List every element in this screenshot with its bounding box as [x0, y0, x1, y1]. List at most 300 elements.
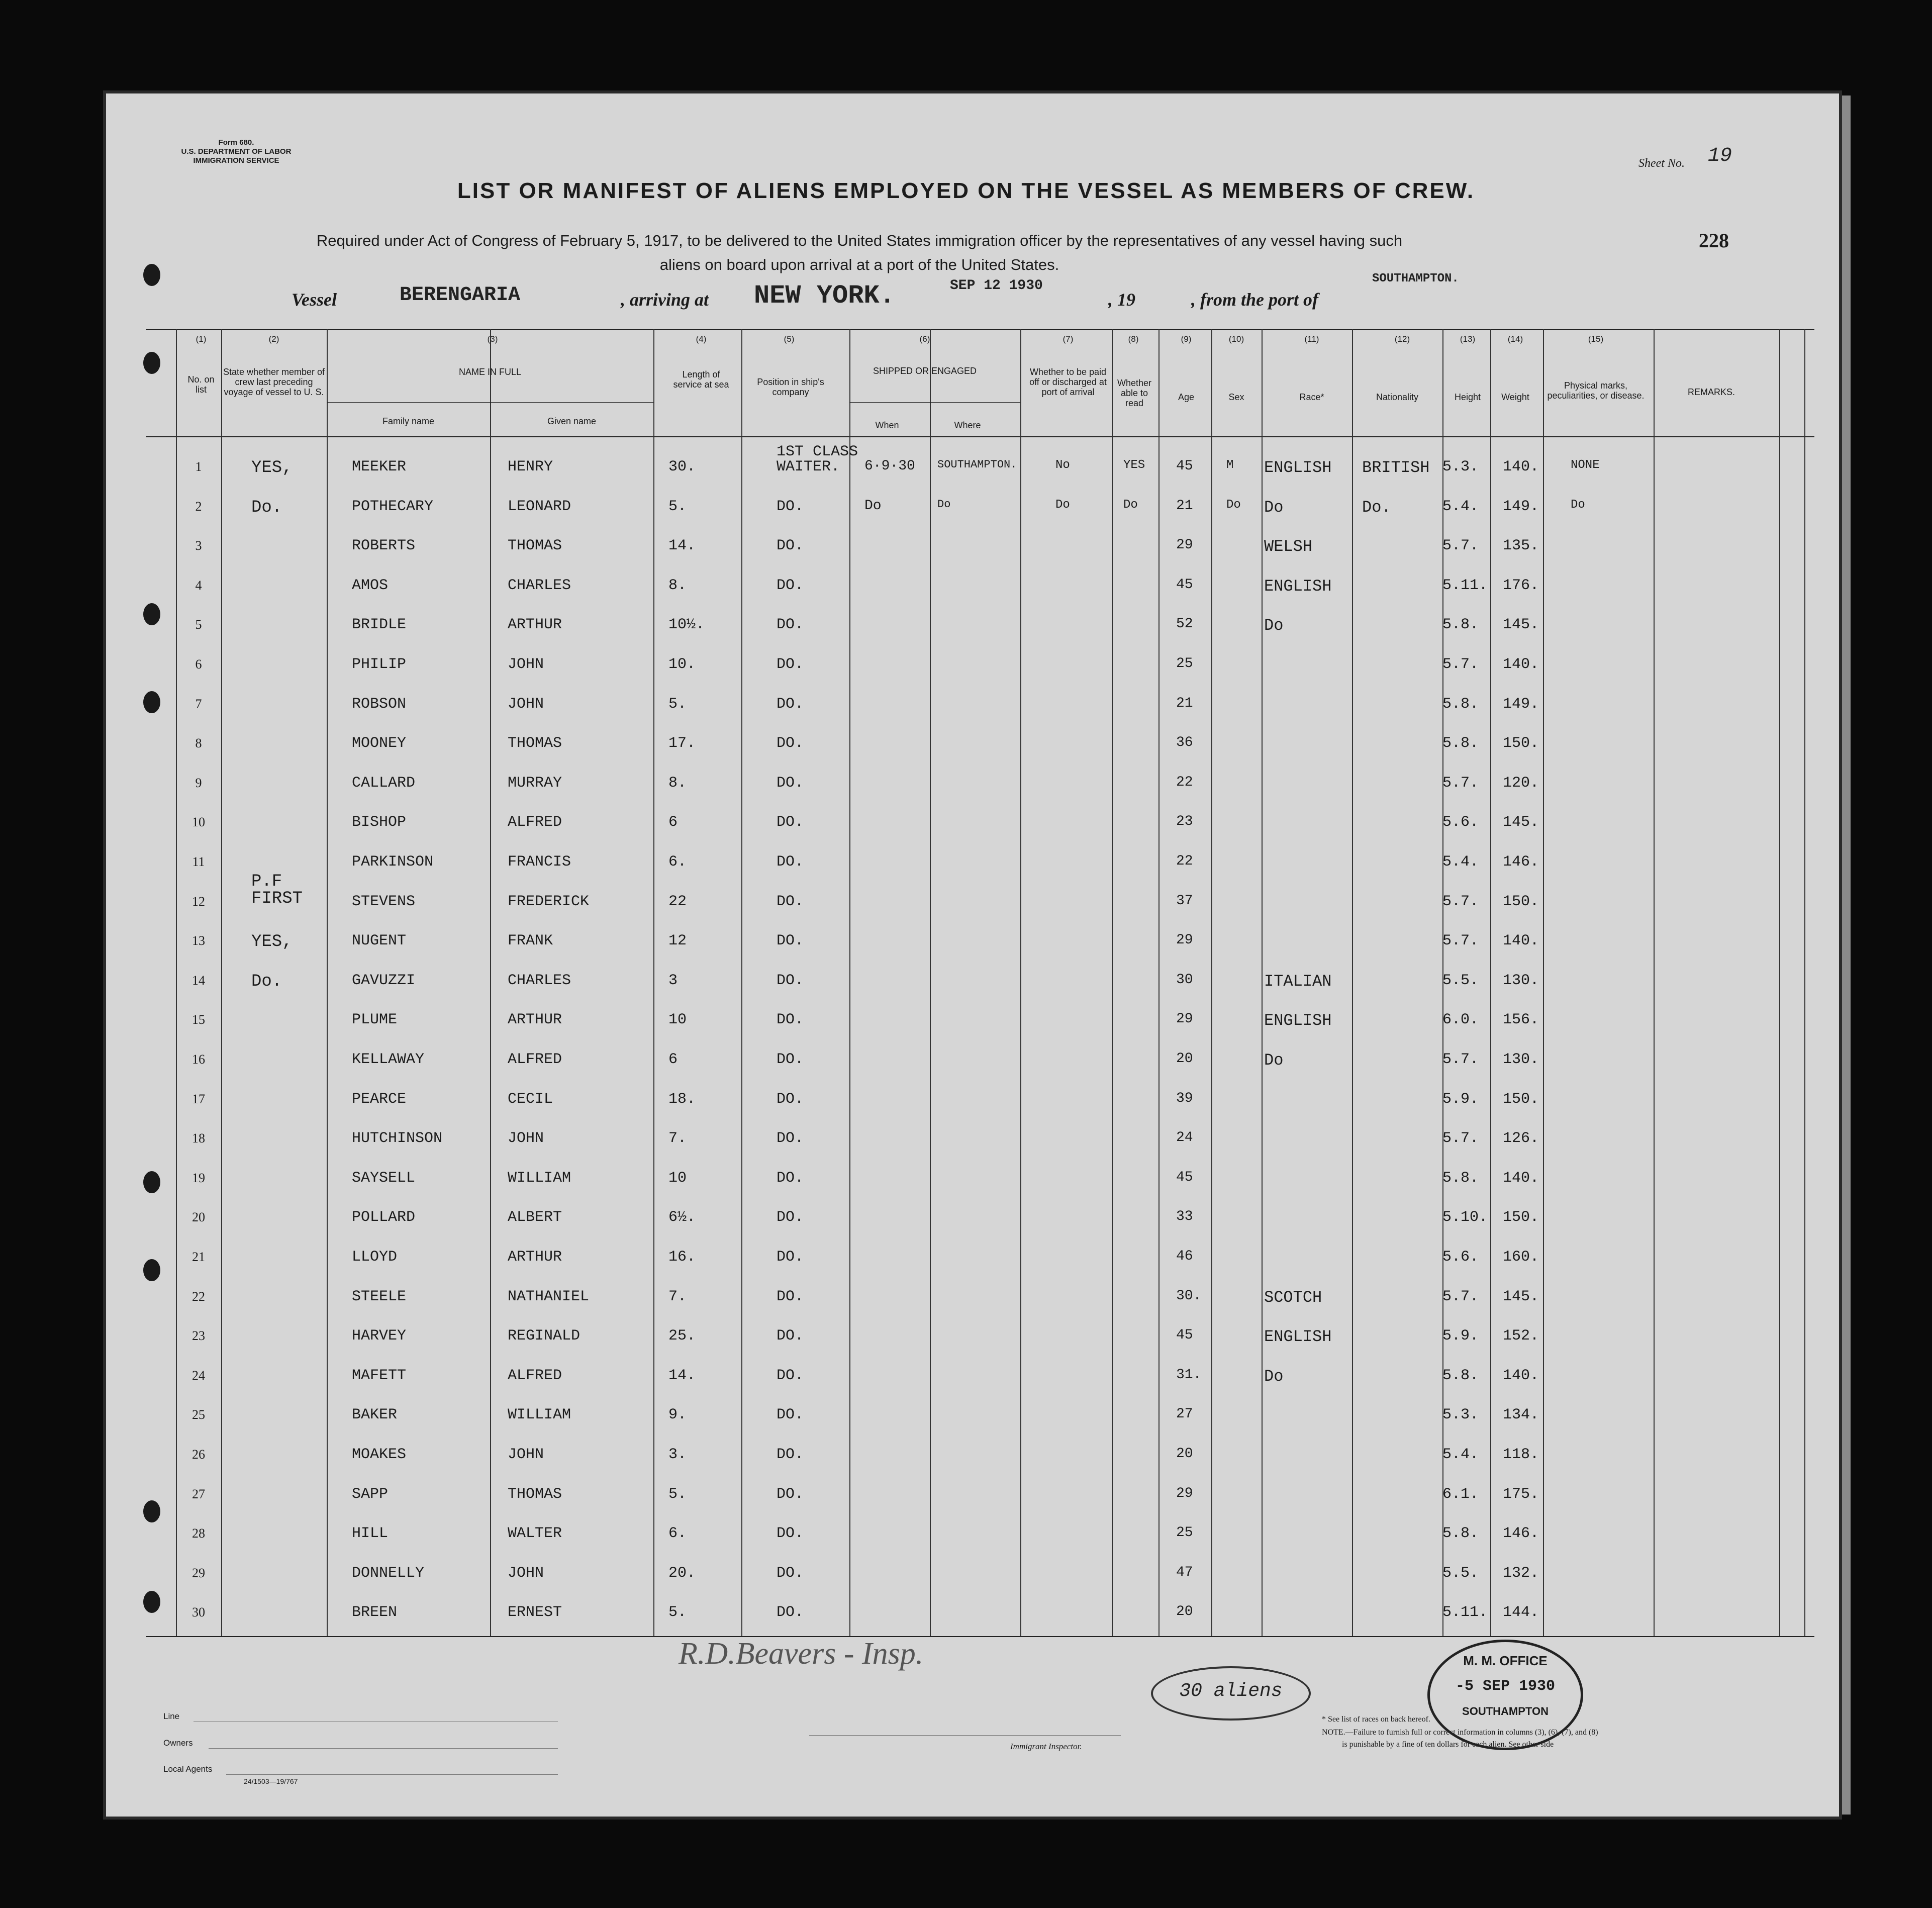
- stamp-date: -5 SEP 1930: [1455, 1678, 1556, 1695]
- cell-position: DO.: [777, 1288, 804, 1305]
- cell-family: AMOS: [352, 577, 389, 594]
- row-number: 3: [195, 538, 202, 553]
- cell-service: 6.: [668, 853, 687, 871]
- cell-given: NATHANIEL: [508, 1288, 590, 1305]
- header-sex: Sex: [1228, 392, 1244, 402]
- service-name: IMMIGRATION SERVICE: [193, 156, 279, 165]
- vessel-name: BERENGARIA: [400, 284, 521, 307]
- requirement-line-1: Required under Act of Congress of February 5, 1917, to be delivered to the United States immigration officer by the representatives of any vessel having such: [316, 232, 1403, 249]
- cell-given: FREDERICK: [508, 893, 590, 910]
- cell-age: 39: [1176, 1090, 1193, 1106]
- row-number: 9: [195, 775, 202, 790]
- column-rule: [1352, 329, 1353, 1636]
- cell-height: 5.4.: [1442, 853, 1479, 871]
- sheet-label: Sheet No.: [1638, 157, 1685, 170]
- cell-weight: 146.: [1503, 853, 1539, 871]
- cell-position: DO.: [777, 1446, 804, 1463]
- races-note: * See list of races on back hereof.: [1322, 1715, 1430, 1724]
- cell-prev: Do.: [251, 498, 282, 517]
- cell-family: ROBERTS: [352, 537, 416, 555]
- column-rule: [221, 329, 222, 1636]
- cell-position: DO.: [777, 1130, 804, 1148]
- cell-family: PEARCE: [352, 1090, 407, 1108]
- cell-position: DO.: [777, 1011, 804, 1029]
- header-nationality: Nationality: [1376, 392, 1419, 402]
- cell-service: 20.: [668, 1564, 696, 1582]
- cell-given: THOMAS: [508, 735, 562, 752]
- cell-when: 6·9·30: [864, 458, 915, 474]
- year-label: , 19: [1108, 290, 1135, 310]
- cell-service: 5.: [668, 695, 687, 713]
- local-agents-label: Local Agents: [163, 1764, 213, 1774]
- cell-age: 20: [1176, 1446, 1193, 1462]
- cell-race: ENGLISH: [1264, 1011, 1332, 1030]
- cell-position: DO.: [777, 616, 804, 634]
- from-label: , from the port of: [1191, 290, 1319, 310]
- cell-prev: YES,: [251, 932, 293, 952]
- punch-hole: [143, 691, 160, 713]
- cell-weight: 150.: [1503, 1090, 1539, 1108]
- cell-service: 14.: [668, 1367, 696, 1384]
- header-name-in-full: NAME IN FULL: [458, 367, 522, 377]
- cell-read: Do: [1123, 498, 1138, 512]
- sheet-no-value: 19: [1707, 145, 1732, 167]
- cell-weight: 140.: [1503, 1169, 1539, 1187]
- cell-height: 5.7.: [1442, 1288, 1479, 1305]
- cell-height: 5.7.: [1442, 656, 1479, 673]
- cell-where: SOUTHAMPTON.: [937, 458, 1017, 471]
- punch-hole: [143, 1171, 160, 1193]
- cell-family: STEVENS: [352, 893, 416, 910]
- cell-position: DO.: [777, 1406, 804, 1424]
- header-given-name: Given name: [547, 416, 597, 426]
- cell-service: 7.: [668, 1288, 687, 1305]
- cell-given: FRANCIS: [508, 853, 571, 871]
- cell-weight: 140.: [1503, 932, 1539, 950]
- form-header: [161, 138, 312, 165]
- cell-height: 5.7.: [1442, 932, 1479, 950]
- column-rule: [1654, 329, 1655, 1636]
- cell-weight: 175.: [1503, 1485, 1539, 1503]
- mm-office-stamp: [1427, 1640, 1583, 1750]
- column-rule: [1211, 329, 1212, 1636]
- row-number: 2: [195, 499, 202, 514]
- cell-given: WILLIAM: [508, 1406, 571, 1424]
- row-number: 7: [195, 696, 202, 711]
- punch-hole: [143, 1500, 160, 1522]
- cell-service: 8.: [668, 577, 687, 594]
- form-number: Form 680.: [218, 138, 254, 147]
- row-number: 20: [192, 1210, 205, 1225]
- row-number: 4: [195, 578, 202, 593]
- col-num: (5): [784, 334, 795, 344]
- sheet-number: [1638, 145, 1732, 173]
- column-rule: [1779, 329, 1780, 1636]
- cell-family: PHILIP: [352, 656, 407, 673]
- inspector-label: Immigrant Inspector.: [1010, 1742, 1082, 1751]
- cell-weight: 145.: [1503, 616, 1539, 634]
- manifest-sheet: [103, 90, 1842, 1820]
- col-num: (12): [1394, 334, 1410, 344]
- cell-position: DO.: [777, 1604, 804, 1621]
- cell-given: WILLIAM: [508, 1169, 571, 1187]
- column-rule: [1158, 329, 1160, 1636]
- cell-age: 45: [1176, 1169, 1193, 1185]
- cell-service: 3: [668, 972, 678, 989]
- shipped-subrule: [849, 402, 1020, 403]
- cell-weight: 120.: [1503, 774, 1539, 792]
- cell-given: JOHN: [508, 1130, 544, 1148]
- cell-weight: 130.: [1503, 1051, 1539, 1068]
- cell-height: 5.8.: [1442, 1525, 1479, 1543]
- cell-given: ARTHUR: [508, 616, 562, 634]
- col-num: (14): [1507, 334, 1523, 344]
- cell-weight: 144.: [1503, 1604, 1539, 1621]
- punch-hole: [143, 264, 160, 286]
- cell-service: 3.: [668, 1446, 687, 1463]
- cell-race: ENGLISH: [1264, 1327, 1332, 1347]
- cell-given: ALBERT: [508, 1209, 562, 1226]
- table-top-rule: [146, 329, 1814, 330]
- row-number: 29: [192, 1565, 205, 1580]
- cell-weight: 140.: [1503, 1367, 1539, 1384]
- cell-position: 1ST CLASS WAITER.: [777, 443, 858, 475]
- cell-position: DO.: [777, 814, 804, 831]
- cell-age: 45: [1176, 577, 1193, 593]
- cell-given: MURRAY: [508, 774, 562, 792]
- cell-family: MOAKES: [352, 1446, 407, 1463]
- header-physical-marks: Physical marks, peculiarities, or disease.: [1547, 380, 1645, 401]
- cell-race: Do: [1264, 1051, 1284, 1070]
- cell-given: CECIL: [508, 1090, 553, 1108]
- cell-family: LLOYD: [352, 1249, 398, 1266]
- cell-service: 12: [668, 932, 687, 950]
- inspector-signature: R.D.Beavers - Insp.: [679, 1637, 924, 1671]
- cell-service: 9.: [668, 1406, 687, 1424]
- penalty-note: NOTE.—Failure to furnish full or correct information in columns (3), (6), (7), and (8): [1322, 1728, 1598, 1737]
- cell-given: HENRY: [508, 458, 553, 475]
- row-number: 22: [192, 1289, 205, 1304]
- cell-service: 16.: [668, 1249, 696, 1266]
- col-num: (1): [196, 334, 207, 344]
- cell-family: GAVUZZI: [352, 972, 416, 989]
- cell-position: DO.: [777, 1209, 804, 1226]
- cell-service: 25.: [668, 1327, 696, 1345]
- col-num: (11): [1304, 334, 1319, 344]
- owners-rule: [209, 1748, 558, 1749]
- cell-given: REGINALD: [508, 1327, 581, 1345]
- cell-service: 22: [668, 893, 687, 910]
- cell-position: DO.: [777, 656, 804, 673]
- cell-family: HILL: [352, 1525, 389, 1543]
- column-rule: [930, 329, 931, 1636]
- cell-family: MEEKER: [352, 458, 407, 475]
- header-shipped-or-engaged: SHIPPED OR ENGAGED: [873, 366, 977, 376]
- page-title: LIST OR MANIFEST OF ALIENS EMPLOYED ON THE VESSEL AS MEMBERS OF CREW.: [457, 178, 1475, 203]
- cell-height: 6.1.: [1442, 1485, 1479, 1503]
- cell-position: DO.: [777, 1367, 804, 1384]
- cell-age: 21: [1176, 498, 1193, 514]
- row-number: 27: [192, 1486, 205, 1501]
- cell-position: DO.: [777, 1169, 804, 1187]
- cell-position: DO.: [777, 695, 804, 713]
- cell-age: 25: [1176, 656, 1193, 672]
- cell-weight: 150.: [1503, 1209, 1539, 1226]
- cell-family: BRIDLE: [352, 616, 407, 634]
- cell-family: POLLARD: [352, 1209, 416, 1226]
- header-bottom-rule: [146, 436, 1814, 437]
- cell-height: 5.7.: [1442, 1051, 1479, 1068]
- name-subrule: [327, 402, 653, 403]
- header-family-name: Family name: [382, 416, 435, 426]
- cell-age: 33: [1176, 1209, 1193, 1225]
- requirement-text: [171, 229, 1548, 277]
- column-rule: [1490, 329, 1491, 1636]
- cell-position: DO.: [777, 577, 804, 594]
- cell-position: DO.: [777, 1525, 804, 1543]
- row-number: 11: [192, 854, 205, 869]
- form-code: 24/1503—19/767: [244, 1777, 298, 1785]
- cell-paid: No: [1055, 458, 1070, 472]
- col-num: (6): [919, 334, 930, 344]
- cell-given: JOHN: [508, 1564, 544, 1582]
- cell-service: 6½.: [668, 1209, 696, 1226]
- cell-age: 45: [1176, 458, 1193, 474]
- cell-service: 8.: [668, 774, 687, 792]
- cell-race: Do: [1264, 616, 1284, 635]
- cell-height: 5.3.: [1442, 458, 1479, 475]
- cell-weight: 152.: [1503, 1327, 1539, 1345]
- cell-service: 6: [668, 1051, 678, 1068]
- cell-race: ENGLISH: [1264, 577, 1332, 596]
- header-remarks: REMARKS.: [1687, 387, 1735, 397]
- header-height: Height: [1454, 392, 1481, 402]
- column-rule: [741, 329, 742, 1636]
- header-able-to-read: Whether able to read: [1117, 378, 1152, 408]
- row-number: 18: [192, 1131, 205, 1146]
- cell-given: WALTER: [508, 1525, 562, 1543]
- cell-height: 5.7.: [1442, 537, 1479, 555]
- cell-weight: 160.: [1503, 1249, 1539, 1266]
- cell-weight: 176.: [1503, 577, 1539, 594]
- col-num: (7): [1062, 334, 1074, 344]
- cell-weight: 140.: [1503, 656, 1539, 673]
- cell-when: Do: [864, 498, 882, 514]
- cell-service: 10½.: [668, 616, 705, 634]
- cell-position: DO.: [777, 537, 804, 555]
- cell-race: WELSH: [1264, 537, 1313, 556]
- cell-weight: 145.: [1503, 1288, 1539, 1305]
- cell-position: DO.: [777, 1327, 804, 1345]
- cell-family: BAKER: [352, 1406, 398, 1424]
- cell-race: ITALIAN: [1264, 972, 1332, 991]
- cell-position: DO.: [777, 853, 804, 871]
- cell-family: HUTCHINSON: [352, 1130, 443, 1148]
- cell-weight: 130.: [1503, 972, 1539, 989]
- cell-family: MOONEY: [352, 735, 407, 752]
- row-number: 24: [192, 1368, 205, 1383]
- cell-family: BISHOP: [352, 814, 407, 831]
- cell-height: 5.9.: [1442, 1090, 1479, 1108]
- column-rule: [849, 329, 850, 1636]
- row-number: 30: [192, 1605, 205, 1620]
- arrival-date: SEP 12 1930: [950, 278, 1043, 294]
- cell-service: 18.: [668, 1090, 696, 1108]
- cell-age: 46: [1176, 1249, 1193, 1264]
- cell-service: 5.: [668, 1485, 687, 1503]
- cell-age: 52: [1176, 616, 1193, 632]
- cell-age: 23: [1176, 814, 1193, 830]
- row-number: 10: [192, 815, 205, 830]
- column-rule: [490, 329, 491, 1636]
- cell-height: 5.8.: [1442, 1367, 1479, 1384]
- row-number: 17: [192, 1091, 205, 1106]
- manifest-number: 228: [1699, 229, 1729, 252]
- cell-family: SAYSELL: [352, 1169, 416, 1187]
- cell-given: ERNEST: [508, 1604, 562, 1621]
- cell-height: 5.11.: [1442, 577, 1488, 594]
- row-number: 1: [195, 459, 202, 474]
- row-number: 6: [195, 657, 202, 672]
- cell-service: 10: [668, 1169, 687, 1187]
- cell-age: 36: [1176, 735, 1193, 751]
- requirement-line-2: aliens on board upon arrival at a port of the United States.: [659, 256, 1059, 273]
- alien-count-oval: [1151, 1666, 1311, 1721]
- cell-position: DO.: [777, 498, 804, 515]
- column-rule: [1262, 329, 1263, 1636]
- punch-hole: [143, 1259, 160, 1281]
- cell-given: ARTHUR: [508, 1011, 562, 1029]
- header-age: Age: [1178, 392, 1195, 402]
- cell-family: SAPP: [352, 1485, 389, 1503]
- col-num: (10): [1228, 334, 1244, 344]
- cell-nationality: Do.: [1362, 498, 1391, 517]
- cell-paid: Do: [1055, 498, 1070, 512]
- cell-given: FRANK: [508, 932, 553, 950]
- cell-age: 30.: [1176, 1288, 1202, 1304]
- cell-age: 27: [1176, 1406, 1193, 1422]
- cell-family: POTHECARY: [352, 498, 434, 515]
- column-rule: [653, 329, 654, 1636]
- cell-position: DO.: [777, 774, 804, 792]
- cell-height: 5.7.: [1442, 774, 1479, 792]
- cell-position: DO.: [777, 735, 804, 752]
- row-number: 25: [192, 1407, 205, 1422]
- stamp-top: M. M. OFFICE: [1463, 1653, 1548, 1668]
- department-name: U.S. DEPARTMENT OF LABOR: [181, 147, 292, 156]
- vessel-label: Vessel: [292, 290, 337, 310]
- col-num: (4): [696, 334, 707, 344]
- cell-age: 29: [1176, 1011, 1193, 1027]
- cell-family: PLUME: [352, 1011, 398, 1029]
- cell-race: ENGLISH: [1264, 458, 1332, 477]
- cell-height: 5.7.: [1442, 1130, 1479, 1148]
- cell-weight: 126.: [1503, 1130, 1539, 1148]
- header-where: Where: [954, 420, 981, 430]
- punch-hole: [143, 603, 160, 625]
- cell-marks: NONE: [1571, 458, 1600, 472]
- row-number: 16: [192, 1052, 205, 1067]
- col-num: (8): [1128, 334, 1139, 344]
- cell-age: 21: [1176, 695, 1193, 711]
- cell-weight: 134.: [1503, 1406, 1539, 1424]
- line-label: Line: [163, 1711, 180, 1721]
- col-num: (15): [1588, 334, 1604, 344]
- vessel-line: [292, 272, 1699, 314]
- header-weight: Weight: [1501, 392, 1529, 402]
- cell-weight: 118.: [1503, 1446, 1539, 1463]
- column-rule: [1112, 329, 1113, 1636]
- header-previous-voyage: State whether member of crew last preceding voyage of vessel to U. S.: [223, 367, 325, 397]
- cell-nationality: BRITISH: [1362, 458, 1430, 477]
- cell-marks: Do: [1571, 498, 1585, 512]
- cell-age: 25: [1176, 1525, 1193, 1541]
- cell-race: SCOTCH: [1264, 1288, 1322, 1307]
- cell-age: 30: [1176, 972, 1193, 988]
- cell-age: 24: [1176, 1130, 1193, 1146]
- punch-hole: [143, 352, 160, 374]
- cell-age: 45: [1176, 1327, 1193, 1344]
- row-number: 26: [192, 1447, 205, 1462]
- inspector-rule: [809, 1735, 1121, 1736]
- cell-service: 30.: [668, 458, 696, 475]
- cell-read: YES: [1123, 458, 1145, 472]
- cell-race: Do: [1264, 498, 1284, 517]
- row-number: 15: [192, 1012, 205, 1027]
- cell-weight: 140.: [1503, 458, 1539, 475]
- table-bottom-rule: [146, 1636, 1814, 1637]
- cell-age: 31.: [1176, 1367, 1202, 1383]
- cell-height: 5.4.: [1442, 498, 1479, 515]
- cell-given: ALFRED: [508, 1367, 562, 1384]
- cell-family: HARVEY: [352, 1327, 407, 1345]
- cell-service: 14.: [668, 537, 696, 555]
- cell-age: 29: [1176, 932, 1193, 948]
- cell-given: ALFRED: [508, 1051, 562, 1068]
- cell-given: JOHN: [508, 656, 544, 673]
- cell-age: 29: [1176, 1485, 1193, 1501]
- cell-given: LEONARD: [508, 498, 571, 515]
- header-position: Position in ship's company: [757, 377, 824, 397]
- cell-prev: P.F FIRST: [251, 872, 303, 908]
- cell-height: 6.0.: [1442, 1011, 1479, 1029]
- cell-weight: 132.: [1503, 1564, 1539, 1582]
- cell-position: DO.: [777, 932, 804, 950]
- cell-position: DO.: [777, 972, 804, 989]
- header-no-on-list: No. on list: [187, 374, 215, 395]
- cell-height: 5.4.: [1442, 1446, 1479, 1463]
- cell-height: 5.5.: [1442, 972, 1479, 989]
- cell-sex: M: [1226, 458, 1234, 472]
- column-rule: [1804, 329, 1805, 1636]
- row-number: 13: [192, 933, 205, 948]
- arrival-port: NEW YORK.: [754, 281, 895, 311]
- cell-service: 7.: [668, 1130, 687, 1148]
- column-rule: [327, 329, 328, 1636]
- cell-family: CALLARD: [352, 774, 416, 792]
- cell-weight: 135.: [1503, 537, 1539, 555]
- cell-height: 5.6.: [1442, 814, 1479, 831]
- cell-height: 5.5.: [1442, 1564, 1479, 1582]
- cell-given: JOHN: [508, 1446, 544, 1463]
- cell-height: 5.7.: [1442, 893, 1479, 910]
- row-number: 5: [195, 617, 202, 632]
- cell-given: CHARLES: [508, 577, 571, 594]
- row-number: 12: [192, 894, 205, 909]
- row-number: 8: [195, 736, 202, 751]
- row-number: 23: [192, 1328, 205, 1344]
- penalty-note-2: is punishable by a fine of ten dollars for each alien. See other side: [1342, 1740, 1554, 1749]
